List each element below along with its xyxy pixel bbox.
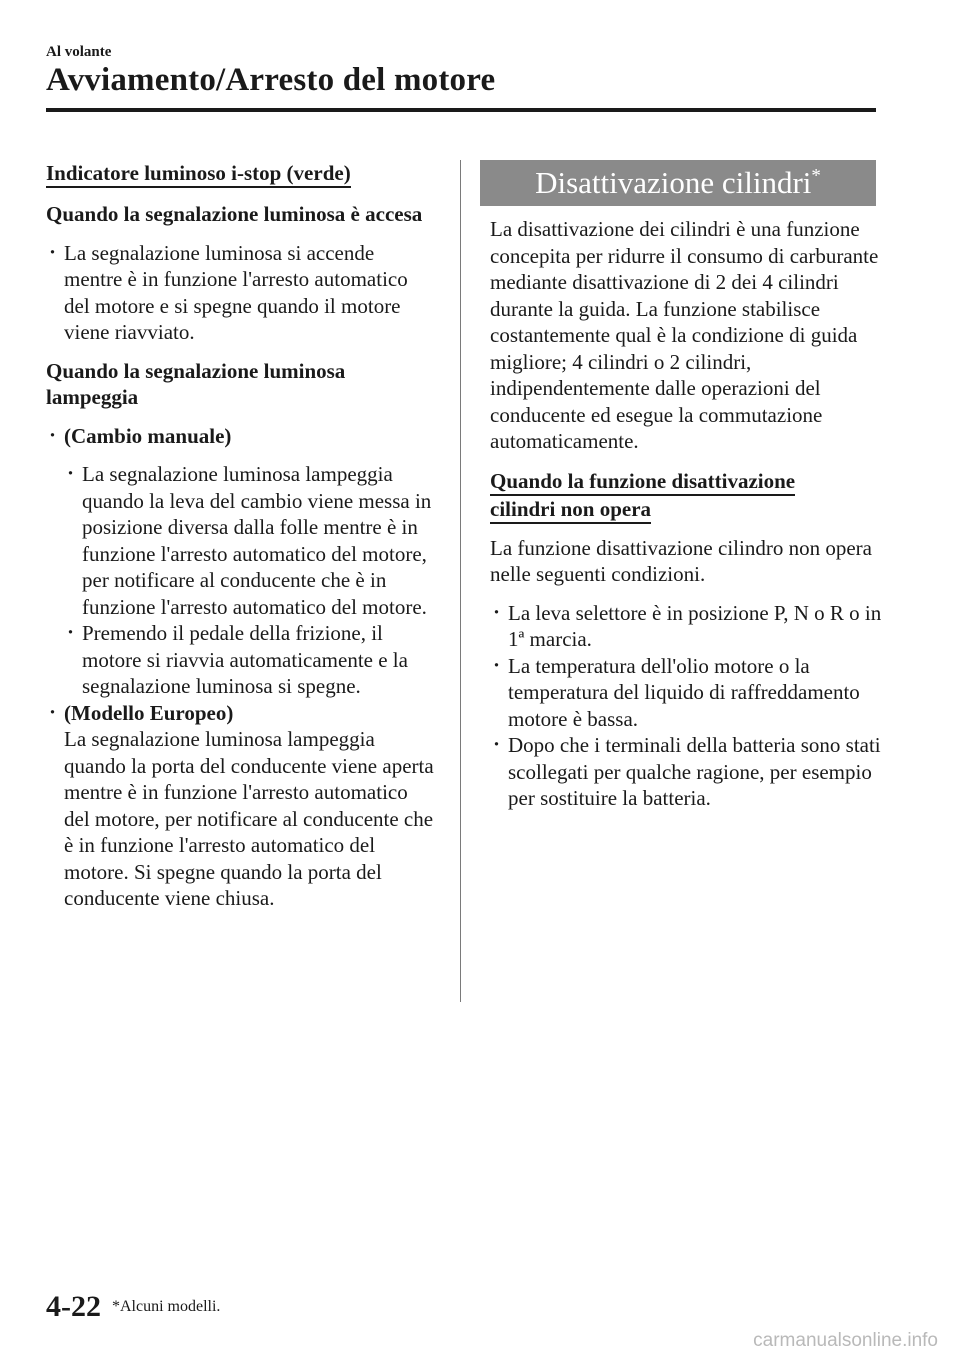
section-label: Al volante <box>46 44 112 60</box>
list-item: · La segnalazione luminosa si accende mentre è in funzione l'arresto automatico del motore e si spegne quando il motore viene riavviato. <box>46 240 436 346</box>
lit-bullet-list <box>46 240 436 346</box>
euro-label: (Modello Europeo) <box>64 700 234 725</box>
list-item: · Premendo il pedale della frizione, il motore si riavvia automaticamente e la segnalazione luminosa si spegne. <box>64 620 436 700</box>
list-item-euro <box>46 700 436 912</box>
indicator-heading: Indicatore luminoso i-stop (verde) <box>46 161 351 188</box>
flashing-bullet-list <box>46 423 436 912</box>
page-title: Avviamento/Arresto del motore <box>46 62 496 98</box>
not-operating-heading-block <box>490 467 830 523</box>
section-banner <box>480 160 876 206</box>
page-number: 4-22 <box>46 1290 101 1323</box>
right-column <box>490 160 890 812</box>
indicator-heading-row <box>46 160 436 190</box>
not-operating-heading: Quando la funzione disattivazione cilindri non opera <box>490 469 795 524</box>
footnote: *Alcuni modelli. <box>112 1298 221 1315</box>
banner-title: Disattivazione cilindri <box>535 165 812 200</box>
column-divider <box>460 160 461 1002</box>
list-item: · La leva selettore è in posizione P, N o R o in 1ª marcia. <box>490 600 890 653</box>
list-item: · La temperatura dell'olio motore o la temperatura del liquido di raffreddamento motore è bassa. <box>490 653 890 733</box>
list-item-manual <box>46 423 436 700</box>
subheading-flashing: Quando la segnalazione luminosa lampeggia <box>46 358 346 409</box>
banner-asterisk: * <box>811 165 821 187</box>
subheading-lit: Quando la segnalazione luminosa è accesa <box>46 202 423 226</box>
watermark: carmanualsonline.info <box>753 1330 938 1351</box>
list-item: · La segnalazione luminosa lampeggia quando la leva del cambio viene messa in posizione diversa dalla folle mentre è in funzione l'arresto automatico del motore, per notificare al conducente che è in funzione l'arresto automatico del motore. <box>64 461 436 620</box>
header-rule <box>46 108 876 112</box>
left-column <box>46 160 436 912</box>
list-item: · Dopo che i terminali della batteria sono stati scollegati per qualche ragione, per esempio per sostituire la batteria. <box>490 732 890 812</box>
conditions-list <box>490 600 890 812</box>
manual-sub-list <box>64 461 436 700</box>
manual-label: (Cambio manuale) <box>64 423 232 448</box>
euro-text: La segnalazione luminosa lampeggia quando la porta del conducente viene aperta mentre è in funzione l'arresto automatico del motore, per notificare al conducente che è in funzione l'arresto automatico del motore. Si spegne quando la porta del conducente viene chiusa. <box>64 727 434 910</box>
intro-paragraph: La disattivazione dei cilindri è una funzione concepita per ridurre il consumo di carburante mediante disattivazione di 2 dei 4 cilindri durante la guida. La funzione stabilisce costantemente qual è la condizione di guida migliore; 4 cilindri o 2 cilindri, indipendentemente dalle operazioni del conducente ed esegue la commutazione automaticamente. <box>490 217 879 453</box>
conditions-lead: La funzione disattivazione cilindro non opera nelle seguenti condizioni. <box>490 535 872 586</box>
